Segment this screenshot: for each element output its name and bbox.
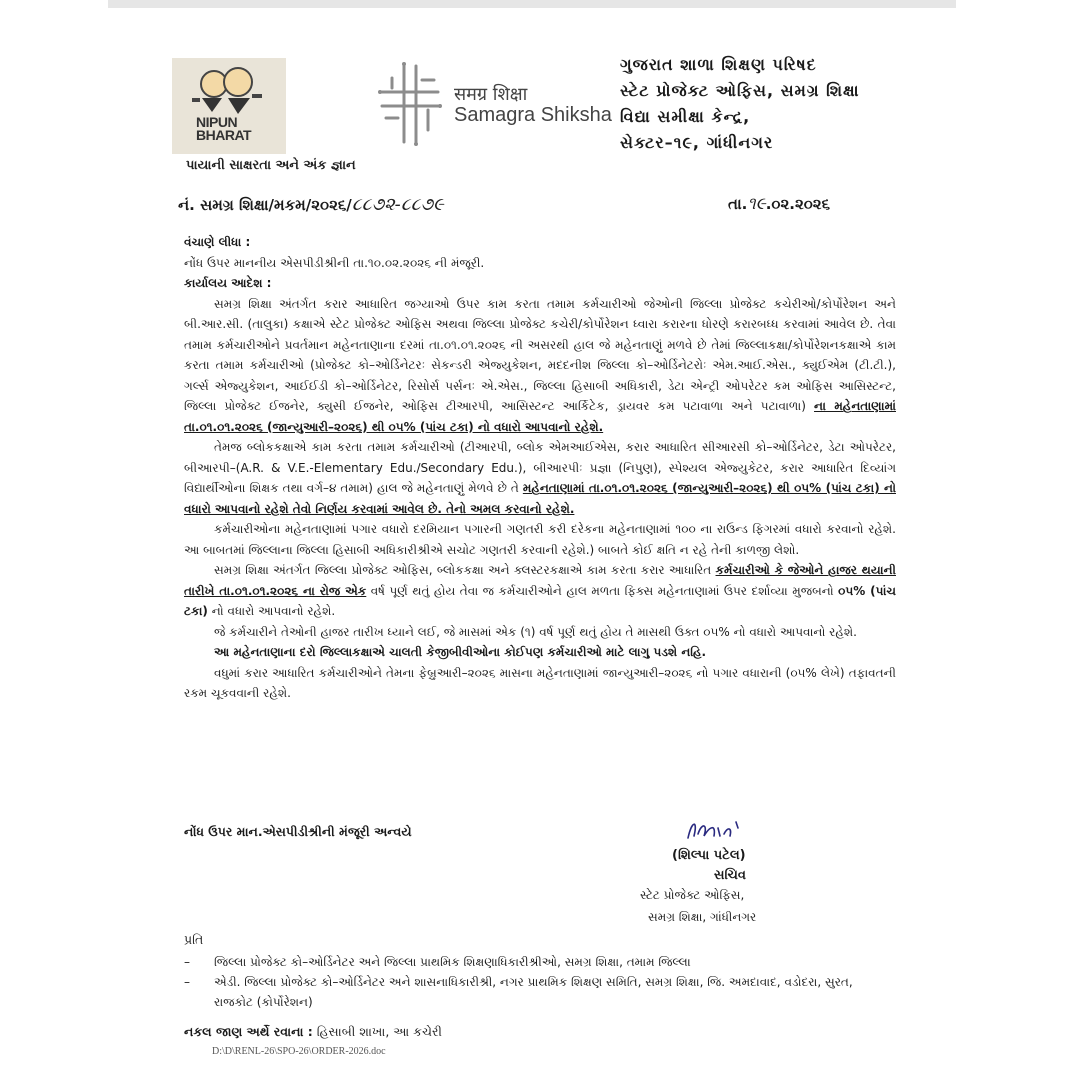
signature-icon xyxy=(684,814,744,848)
org-line: સેક્ટર–૧૯, ગાંધીનગર xyxy=(620,133,774,152)
recipient-dash: – xyxy=(184,975,190,989)
org-line: સ્ટેટ પ્રોજેક્ટ ઓફિસ, સમગ્ર શિક્ષા xyxy=(620,81,860,100)
signatory-office-line-1: સ્ટેટ પ્રોજેક્ટ ઓફિસ, xyxy=(640,888,745,902)
nipun-tagline: પાયાની સાક્ષરતા અને અંક જ્ઞાન xyxy=(186,158,356,173)
signatory-office-line-2: સમગ્ર શિક્ષા, ગાંધીનગર xyxy=(648,910,757,924)
read-heading: વંચાણે લીધા : xyxy=(184,235,251,249)
signatory-name: (શિલ્પા પટેલ) xyxy=(672,848,746,863)
para4-emphasis-b: કર્મચારીઓ કે જેઓને હાજર થયાની તારીખે તા.૦૧.૦૧.૨૦૨૬ ના રોજ એક xyxy=(184,563,896,598)
copy-value: હિસાબી શાખા, આ કચેરી xyxy=(316,1024,443,1039)
order-paragraph-1 xyxy=(184,294,896,438)
order-body xyxy=(184,232,896,704)
para4-emphasis-d: ૦૫% (પાંચ ટકા) xyxy=(184,583,896,618)
para2-emphasis: મહેનતાણામાં તા.૦૧.૦૧.૨૦૨૬ (જાન્યુઆરી–૨૦૨૬) થી ૦૫% (પાંચ ટકા) નો વધારો આપવાનો રહેશે તેવો નિર્ણય કરવામાં આવેલ છે. તેનો અમલ કરવાનો રહેશે. xyxy=(184,481,896,516)
samagra-shiksha-english: Samagra Shiksha xyxy=(454,104,612,126)
nipun-bharat-logo xyxy=(172,58,286,154)
recipient-dash: – xyxy=(184,955,190,969)
nipun-logo-text: NIPUN BHARAT xyxy=(196,114,252,143)
samagra-shiksha-logo-icon xyxy=(378,62,442,146)
copy-to xyxy=(184,1024,442,1040)
date-handwritten: ૧૯ xyxy=(747,194,766,214)
read-text: નોંધ ઉપર માનનીય એસપીડીશ્રીની તા.૧૦.૦૨.૨૦૨૬ ની મંજૂરી. xyxy=(184,255,485,270)
order-paragraph-3: કર્મચારીઓના મહેનતાણામાં પગાર વધારો દરમિયાન પગારની ગણતરી કરી દરેકના મહેનતાણામાં ૧૦૦ ના રાઉન્ડ ફિગરમાં વધારો કરવાનો રહેશે. આ બાબતમાં જિલ્લાના જિલ્લા હિસાબી અધિકારીશ્રીએ સચોટ ગણતરી કરવાની રહેશે.) બાબતે કોઈ ક્ષતિ ન રહે તેની કાળજી લેશો. xyxy=(184,522,896,557)
para2-text: તેમજ બ્લોકકક્ષાએ કામ કરતા તમામ કર્મચારીઓ (ટીઆરપી, બ્લોક એમઆઈએસ, કરાર આધારિત સીઆરસી કો–ઓર્ડિનેટર, ડેટા ઓપરેટર, બીઆરપી–(A.R. & V.E.-Elementary Edu./Secondary Edu.), બીઆરપીઃ પ્રજ્ઞા (નિપુણ), સ્પેશ્યલ એજ્યુકેટર, કરાર આધારિત દિવ્યાંગ વિદ્યાર્થીઓના શિક્ષક તથા વર્ગ–૪ તમામ) હાલ જે મહેનતાણું મેળવે છે તે xyxy=(184,440,896,495)
order-paragraph-6: આ મહેનતાણાના દરો જિલ્લાકક્ષાએ ચાલતી કેજીબીવીઓના કોઈપણ કર્મચારીઓ માટે લાગુ પડશે નહિ. xyxy=(214,645,707,659)
reference-number xyxy=(178,194,444,215)
para4-text-e: નો વધારો આપવાનો રહેશે. xyxy=(211,604,336,618)
order-paragraph-5: જે કર્મચારીને તેઓની હાજર તારીખ ધ્યાને લઈ, જે માસમાં એક (૧) વર્ષ પૂર્ણ થતું હોય તે માસથી ઉક્ત ૦૫% નો વધારો આપવાનો રહેશે. xyxy=(214,624,857,639)
recipients-heading: પ્રતિ xyxy=(184,932,204,947)
recipient-text: જિલ્લા પ્રોજેક્ટ કો–ઓર્ડિનેટર અને જિલ્લા પ્રાથમિક શિક્ષણાધિકારીશ્રીઓ, સમગ્ર શિક્ષા, તમામ જિલ્લા xyxy=(214,955,691,969)
samagra-shiksha-hindi: समग्र शिक्षा xyxy=(454,84,528,105)
para1-text: સમગ્ર શિક્ષા અંતર્ગત કરાર આધારિત જગ્યાઓ ઉપર કામ કરતા તમામ કર્મચારીઓ જેઓની જિલ્લા પ્રોજેક્ટ કચેરીઓ/કોર્પોરેશન અને બી.આર.સી. (તાલુકા) કક્ષાએ સ્ટેટ પ્રોજેક્ટ ઓફિસ અથવા જિલ્લા પ્રોજેક્ટ કચેરી/કોર્પોરેશન ધ્વારા કરારના ધોરણે કરારબધ્ધ કરવામાં આવેલ છે. તેવા તમામ કર્મચારીઓને પ્રવર્તમાન મહેનતાણાના દરમાં તા.૦૧.૦૧.૨૦૨૬ ની અસરથી હાલ જે મહેનતાણું મળવે છે તેમાં જિલ્લાકક્ષા/કોર્પોરેશનકક્ષાએ કામ કરતા તમામ કર્મચારીઓ (પ્રોજેક્ટ કો–ઓર્ડિનેટરઃ સેકન્ડરી એજ્યુકેશન, મદદનીશ જિલ્લા કો–ઓર્ડિનેટરોઃ એમ.આઈ.એસ., ક્યુઈએમ (ટી.ટી.), ગર્લ્સ એજ્યુકેશન, આઈઈડી કો–ઓર્ડિનેટર, રિસોર્સ પર્સનઃ એ.એસ., જિલ્લા હિસાબી અધિકારી, ડેટા એન્ટ્રી ઓપરેટર કમ ઓફિસ આસિસ્ટન્ટ, જિલ્લા પ્રોજેક્ટ ઈજનેર, ક્યુસી ઈજનેર, ઓફિસ ટીઆરપી, આસિસ્ટન્ટ આર્કિટેક, ડ્રાયવર કમ પટાવાળા અને પટાવાળા) xyxy=(184,296,896,413)
order-paragraph-4 xyxy=(184,560,896,622)
reference-label: નં. સમગ્ર શિક્ષા/મકમ/૨૦૨૬/ xyxy=(178,196,352,214)
reference-handwritten: ૮૮૭૨-૮૮૭૯ xyxy=(351,194,444,215)
recipient-text: એડી. જિલ્લા પ્રોજેક્ટ કો–ઓર્ડિનેટર અને શાસનાધિકારીશ્રી, નગર પ્રાથમિક શિક્ષણ સમિતિ, સમગ્ર શિક્ષા, જિ. અમદાવાદ, વડોદરા, સુરત, રાજકોટ (કોર્પોરેશન) xyxy=(214,975,853,1009)
para4-text-a: સમગ્ર શિક્ષા અંતર્ગત જિલ્લા પ્રોજેક્ટ ઓફિસ, બ્લોકકક્ષા અને ક્લસ્ટરકક્ષાએ કામ કરતા કરાર આધારિત xyxy=(214,563,712,577)
approval-note: નોંધ ઉપર માન.એસપીડીશ્રીની મંજૂરી અન્વયે xyxy=(184,824,412,839)
date-suffix: .૦૨.૨૦૨૬ xyxy=(765,195,831,213)
copy-label: નકલ જાણ અર્થે રવાના : xyxy=(184,1024,313,1039)
para1-emphasis: ના મહેનતાણામાં તા.૦૧.૦૧.૨૦૨૬ (જાન્યુઆરી–૨૦૨૬) થી ૦૫% (પાંચ ટકા) નો વધારો આપવાનો રહેશે. xyxy=(184,399,896,434)
recipient-item xyxy=(184,972,884,1012)
order-paragraph-7: વધુમાં કરાર આધારિત કર્મચારીઓને તેમના ફેબ્રુઆરી–૨૦૨૬ માસના મહેનતાણામાં જાન્યુઆરી–૨૦૨૬ નો પગાર વધારાની (૦૫% લેખે) તફાવતની રકમ ચૂકવવાની રહેશે. xyxy=(184,665,896,700)
top-divider xyxy=(108,0,956,8)
order-paragraph-2 xyxy=(184,437,896,519)
signatory-role: સચિવ xyxy=(714,868,746,883)
org-line: ગુજરાત શાળા શિક્ષણ પરિષદ xyxy=(620,55,817,74)
file-path: D:\D\RENL-26\SPO-26\ORDER-2026.doc xyxy=(212,1046,386,1057)
order-heading: કાર્યાલય આદેશ : xyxy=(184,276,272,290)
recipients-list xyxy=(184,952,884,1012)
organization-address xyxy=(620,52,860,156)
document-date xyxy=(728,194,830,214)
recipient-item xyxy=(184,952,884,972)
para4-text-c: વર્ષ પૂર્ણ થતું હોય તેવા જ કર્મચારીઓને હાલ મળતા ફિક્સ મહેનતાણામાં ઉપર દર્શાવ્યા મુજબનો xyxy=(370,583,834,598)
org-line: વિદ્યા સમીક્ષા કેન્દ્ર, xyxy=(620,107,751,126)
date-label: તા. xyxy=(728,195,748,213)
